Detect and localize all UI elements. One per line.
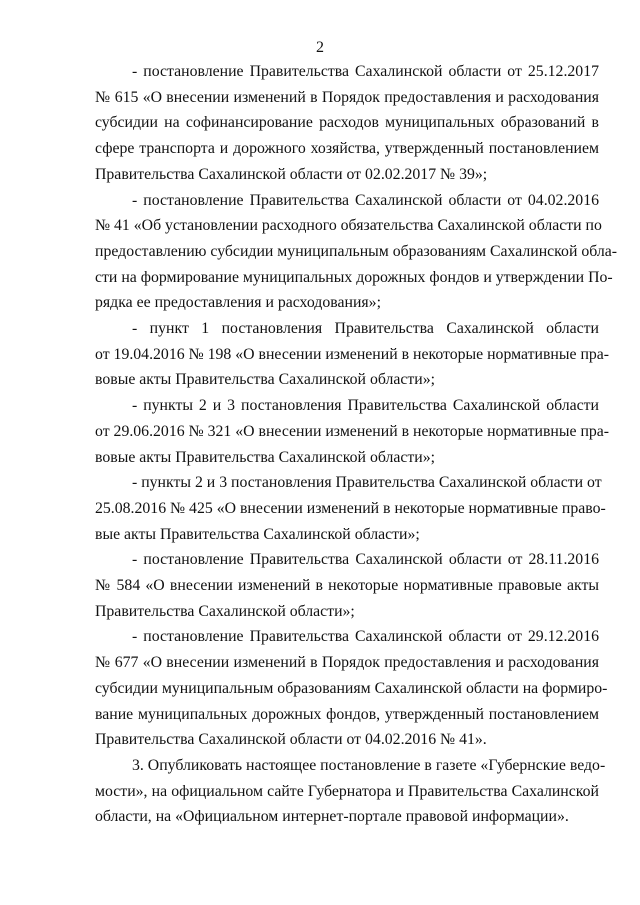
text-line: Правительства Сахалинской области от 02.02.2017 № 39»; [95, 165, 488, 183]
page-number: 2 [316, 39, 324, 56]
paragraph-decree-615 [95, 59, 599, 188]
text-line: - пункты 2 и 3 постановления Правительства Сахалинской области от [132, 474, 602, 492]
text-line: вовые акты Правительства Сахалинской области»; [95, 371, 436, 389]
text-line: вовые акты Правительства Сахалинской области»; [95, 448, 436, 466]
paragraph-decree-425 [95, 470, 606, 547]
paragraph-decree-41 [95, 188, 618, 317]
text-line: № 677 «О внесении изменений в Порядок предоставления и расходования [95, 654, 599, 672]
text-line: № 615 «О внесении изменений в Порядок предоставления и расходования [95, 88, 599, 106]
text-line: Правительства Сахалинской области»; [95, 602, 355, 620]
text-line: мости», на официальном сайте Губернатора и Правительства Сахалинской [95, 782, 599, 800]
text-line: рядка ее предоставления и расходования»; [95, 294, 381, 312]
text-line: от 29.06.2016 № 321 «О внесении изменений в некоторые нормативные пра- [95, 422, 610, 440]
text-line: 25.08.2016 № 425 «О внесении изменений в некоторые нормативные право- [95, 499, 606, 517]
text-line: области, на «Официальном интернет-портале правовой информации». [95, 808, 569, 826]
text-line: - пункты 2 и 3 постановления Правительства Сахалинской области [132, 397, 599, 415]
document-body [95, 59, 618, 830]
text-line: сфере транспорта и дорожного хозяйства, утвержденный постановлением [95, 140, 599, 158]
paragraph-decree-584 [95, 547, 599, 624]
text-line: № 584 «О внесении изменений в некоторые нормативные правовые акты [95, 577, 599, 595]
text-line: предоставлению субсидии муниципальным образованиям Сахалинской обла- [95, 242, 618, 260]
text-line: Правительства Сахалинской области от 04.02.2016 № 41». [95, 731, 487, 749]
paragraph-decree-677 [95, 624, 608, 753]
paragraph-decree-321 [95, 393, 610, 470]
text-line: от 19.04.2016 № 198 «О внесении изменений в некоторые нормативные пра- [95, 345, 610, 363]
text-line: субсидии на софинансирование расходов муниципальных образований в [95, 114, 599, 132]
text-line: - постановление Правительства Сахалинской области от 04.02.2016 [132, 191, 599, 209]
text-line: субсидии муниципальным образованиям Сахалинской области на формиро- [95, 679, 608, 697]
text-line: вые акты Правительства Сахалинской области»; [95, 525, 420, 543]
text-line: сти на формирование муниципальных дорожных фондов и утверждении По- [95, 268, 613, 286]
paragraph-decree-198 [95, 316, 610, 393]
text-line: вание муниципальных дорожных фондов, утвержденный постановлением [95, 705, 599, 723]
text-line: - пункт 1 постановления Правительства Сахалинской области [132, 320, 599, 338]
text-line: № 41 «Об установлении расходного обязательства Сахалинской области по [95, 217, 602, 235]
text-line: - постановление Правительства Сахалинской области от 25.12.2017 [132, 63, 599, 80]
text-line: - постановление Правительства Сахалинской области от 28.11.2016 [132, 551, 599, 569]
paragraph-publication-clause [95, 753, 606, 830]
text-line: 3. Опубликовать настоящее постановление в газете «Губернские ведо- [132, 756, 606, 774]
text-line: - постановление Правительства Сахалинской области от 29.12.2016 [132, 628, 599, 646]
